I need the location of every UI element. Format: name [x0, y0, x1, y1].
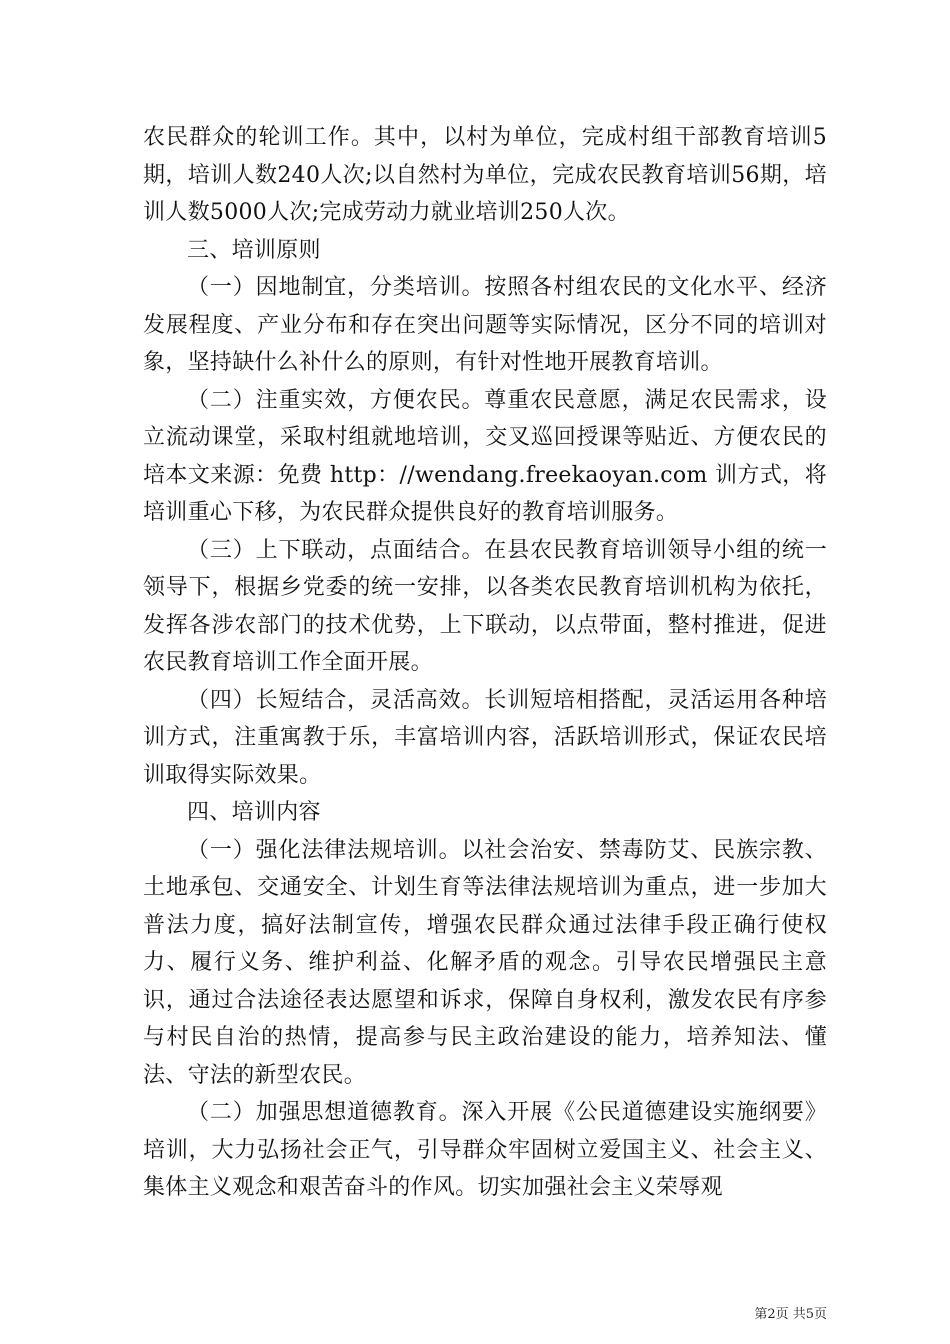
paragraph-principle-2: （二）注重实效，方便农民。尊重农民意愿，满足农民需求，设立流动课堂，采取村组就地培训，交叉巡回授课等贴近、方便农民的培本文来源：免费 http：//wendang.freekaoyan.com 训方式，将培训重心下移，为农民群众提供良好的教育培训服务。	[143, 387, 827, 525]
paragraph-principle-4: （四）长短结合，灵活高效。长训短培相搭配，灵活运用各种培训方式，注重寓教于乐，丰富培训内容，活跃培训形式，保证农民培训取得实际效果。	[143, 687, 827, 788]
paragraph-principle-1: （一）因地制宜，分类培训。按照各村组农民的文化水平、经济发展程度、产业分布和存在突出问题等实际情况，区分不同的培训对象，坚持缺什么补什么的原则，有针对性地开展教育培训。	[143, 275, 827, 375]
paragraph-intro: 农民群众的轮训工作。其中，以村为单位，完成村组干部教育培训5期，培训人数240人次;以自然村为单位，完成农民教育培训56期，培训人数5000人次;完成劳动力就业培训250人次。	[143, 125, 827, 225]
section-heading-content: 四、培训内容	[187, 800, 321, 825]
section-heading-principles: 三、培训原则	[187, 237, 321, 263]
page-number-footer: 第2页 共5页	[754, 1307, 827, 1322]
paragraph-principle-3: （三）上下联动，点面结合。在县农民教育培训领导小组的统一领导下，根据乡党委的统一安排，以各类农民教育培训机构为依托，发挥各涉农部门的技术优势，上下联动，以点带面，整村推进，促进农民教育培训工作全面开展。	[143, 537, 827, 675]
paragraph-content-2: （二）加强思想道德教育。深入开展《公民道德建设实施纲要》培训，大力弘扬社会正气，引导群众牢固树立爱国主义、社会主义、集体主义观念和艰苦奋斗的作风。切实加强社会主义荣辱观	[143, 1100, 827, 1200]
document-body	[143, 119, 827, 1207]
paragraph-content-1: （一）强化法律法规培训。以社会治安、禁毒防艾、民族宗教、土地承包、交通安全、计划生育等法律法规培训为重点，进一步加大普法力度，搞好法制宣传，增强农民群众通过法律手段正确行使权力、履行义务、维护利益、化解矛盾的观念。引导农民增强民主意识，通过合法途径表达愿望和诉求，保障自身权利，激发农民有序参与村民自治的热情，提高参与民主政治建设的能力，培养知法、懂法、守法的新型农民。	[143, 837, 827, 1088]
